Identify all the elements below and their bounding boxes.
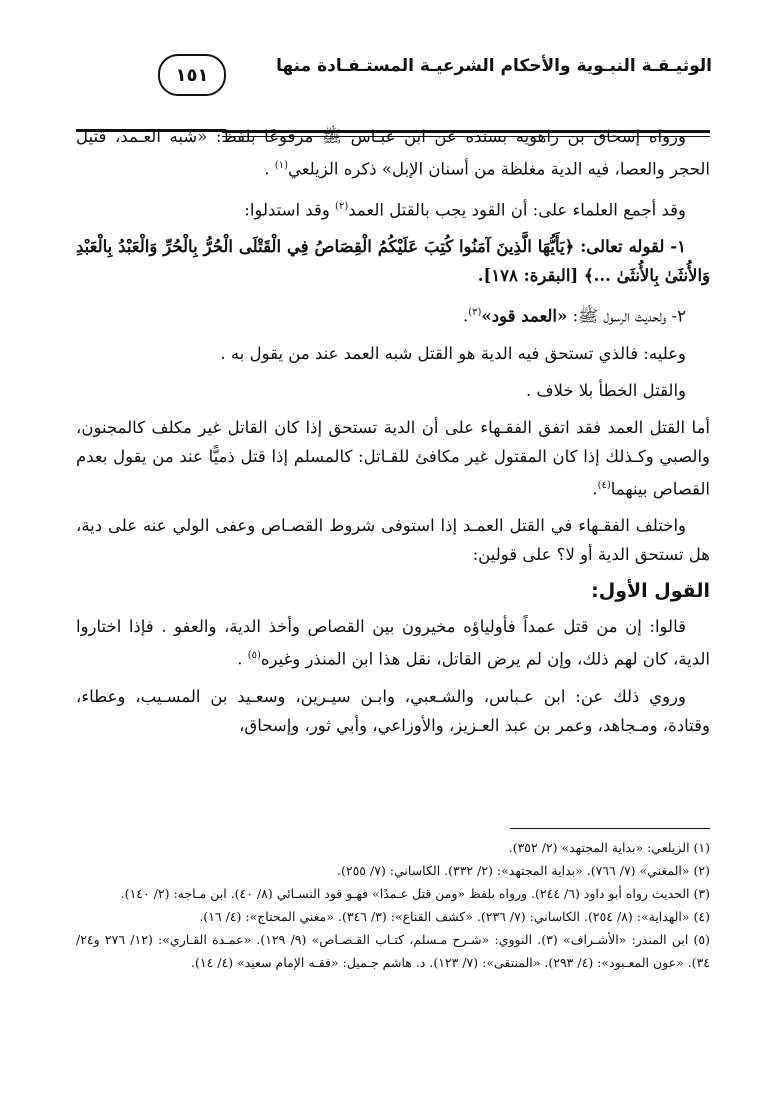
paragraph-2-text: وقد أجمع العلماء على: أن القود يجب بالقتل العمد [348,200,686,219]
footnote-5: (٥) ابن المنذر: «الأشـراف» (٣). النووي: «شـرح مـسلم، كتـاب القـصـاص» (٩/ ١٢٩). «عمـدة القـاري»: (١٢/ ٢٧٦ و٢٤/ ٣٤). «عون المعـبود»: (٤/ ٢٩٣). «المنتقى»: (٧/ ١٢٣). د. هاشم جـميل: «فقـه الإمام سعيد» (٤/ ١٤). [76,932,711,970]
footnote-ref-3: (٣) [468,307,482,318]
paragraph-9-end: . [237,649,248,669]
footnote-ref-2: (٢) [335,200,349,212]
paragraph-7-text: أما القتل العمد فقد اتفق الفقـهاء على أن الدية تستحق إذا كان القاتل غير مكلف كالمجنون، والصبي وكـذلك إذا كان المقتول غير مكافئ للقـاتل: كالمسلم إذا قتل ذميًّا عند من يقول بعدم القصاص بينهما [76,417,710,498]
paragraph-5: وعليه: فالذي تستحق فيه الدية هو القتل شبه العمد عند من يقول به . [220,343,686,363]
paragraph-1 [76,122,710,184]
paragraph-7 [76,413,710,504]
footnote-ref-5: (٥) [247,650,261,661]
hadith-quote: «العمد قود» [481,306,568,326]
footnote-ref-1: (١) [274,160,288,171]
paragraph-4 [76,298,710,331]
paragraph-4-lead: ٢- ولحديث الرسول ﷺ: [567,306,686,326]
paragraph-1-text: ورواه إسحاق بن راهويه بسنده عن ابن عبـاس ﷺ مرفوعًا بلفظ: «شبه العـمد، قتيل الحجر والعصا، فيه الدية مغلظة من أسنان الإبل» ذكره الزيلعي [76,127,710,179]
paragraph-8: واختلف الفقـهاء في القتل العمـد إذا استوفى شروط القصـاص وعفى الولي عنه على دية، هل تستحق الدية أو لا؟ على قولين: [76,516,710,564]
page-number: ١٥١ [158,54,226,96]
footnote-4: (٤) «الهداية»: (٨/ ٢٥٤). الكاساني: (٧/ ٢٣٦). «كشف القناع»: (٣/ ٣٤٦). «مغني المحتاج»: (٤/ ١٦). [199,909,710,924]
paragraph-7-end: . [592,479,598,498]
section-heading: القول الأول: [591,580,710,602]
footnote-ref-4: (٤) [597,479,611,491]
paragraph-9-text: قالوا: إن من قتل عمداً فأولياؤه مخيرون بين القصاص وأخذ الدية، والعفو . فإذا اختاروا الدية، كان لهم ذلك، وإن لم يرض القاتل، نقل هذا ابن المنذر وغيره [76,617,710,669]
footnote-separator [510,828,710,829]
page-header [0,44,774,114]
body-text [76,122,710,748]
footnote-2: (٢) «المغني» (٧/ ٧٦٦). «بداية المجتهد»: (٢/ ٣٣٢). الكاساني: (٧/ ٢٥٥). [337,863,710,878]
quran-verse: ١- لقوله تعالى: ﴿يَأَيُّهَا الَّذِينَ آمَنُوا كُتِبَ عَلَيْكُمُ الْقِصَاصُ فِي الْقَتْلَى الْحُرُّ بِالْحُرِّ وَالْعَبْدُ بِالْعَبْدِ وَالأُنثَىٰ بِالأُنثَىٰ ...﴾ [البقرة: ١٧٨]. [76,237,710,285]
paragraph-10: وروي ذلك عن: ابن عـباس، والشـعبي، وابـن سيـرين، وسعـيد بن المسـيب، وعطاء، وقتادة، ومـجاهد، وعمر بن عبد العـزيز، والأوزاعي، وأبي ثور، وإسحاق، [76,686,710,735]
paragraph-6: والقتل الخطأ بلا خلاف . [525,380,686,400]
footnotes [76,836,710,974]
paragraph-1-end: . [264,159,275,179]
running-title: الوثيـقـة النبـوية والأحكام الشرعيـة المستـفـادة منها [276,56,712,76]
footnote-3: (٣) الحديث رواه أبو داود (٦/ ٢٤٤). ورواه بلفظ «ومن قتل عـمدًا» فهـو قود النسـائي (٨/ ٤٠). ابن مـاجه: (٢/ ١٤٠). [120,886,710,901]
paragraph-2-end: وقد استدلوا: [244,200,336,219]
footnote-1: (١) الزيلعي: «بداية المجتهد» (٢/ ٣٥٢). [508,840,710,855]
paragraph-9 [76,612,710,674]
paragraph-4-end: . [462,306,469,326]
paragraph-2 [76,192,710,225]
